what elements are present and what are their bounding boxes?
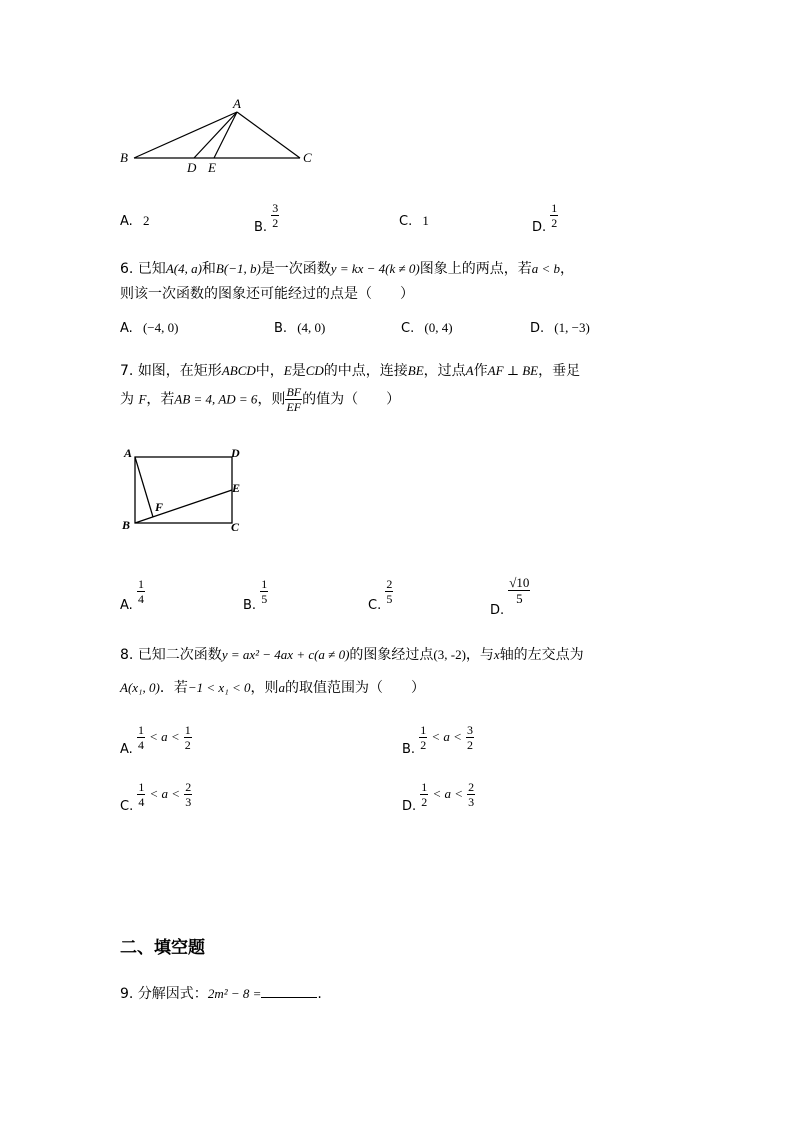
q6-number: 6.: [120, 261, 134, 277]
q6-text-1: 已知: [137, 261, 166, 277]
fraction-denominator: 5: [261, 592, 268, 606]
q7-text-3: 是: [291, 363, 306, 379]
q7-text-2: 中，: [255, 363, 284, 379]
q7-math-3: CD: [305, 363, 324, 378]
q7-fig-label-a: A: [124, 446, 133, 460]
q7-text-7: ，垂足: [538, 363, 581, 379]
q7-option-b-label: B.: [243, 598, 257, 613]
fraction-denominator: 2: [421, 795, 428, 809]
q6-option-b-value: (4, 0): [297, 320, 326, 335]
fraction-denominator: 2: [467, 738, 474, 752]
q9-number: 9.: [120, 986, 134, 1002]
q7-line2: [120, 386, 400, 413]
fraction-denominator: 5: [386, 592, 393, 606]
q7-option-b[interactable]: [243, 577, 268, 613]
q7-option-d-label: D.: [490, 603, 505, 618]
fraction-denominator: 2: [184, 738, 191, 752]
q7-text-6: 作: [473, 363, 488, 379]
fraction-denominator: EF: [286, 400, 302, 414]
q6-option-c-label: C.: [401, 321, 415, 336]
q5-option-a-label: A.: [120, 214, 133, 229]
fraction-numerator: 3: [467, 723, 474, 737]
q5-option-c[interactable]: [399, 213, 429, 229]
q7-text-9: ，若: [146, 391, 175, 408]
q7-math-6: AF ⊥ BE: [487, 363, 539, 378]
q7-math-1: ABCD: [221, 363, 256, 378]
fraction-denominator: 4: [137, 738, 144, 752]
q7-option-a[interactable]: [120, 577, 145, 613]
triangle-figure: [110, 96, 330, 186]
q7-fig-label-e: E: [232, 481, 241, 495]
fraction-denominator: 2: [551, 216, 558, 230]
q8-option-a-left-fraction: [137, 724, 145, 751]
q9-text: 分解因式：: [137, 986, 208, 1002]
q6-math-3: y = kx − 4(k ≠ 0): [330, 261, 420, 276]
q6-math-4: a < b: [531, 261, 560, 276]
q8-number: 8.: [120, 647, 134, 663]
q6-option-d-value: (1, −3): [554, 320, 590, 335]
q6-option-b[interactable]: [274, 320, 325, 336]
q7-ratio-fraction: [285, 386, 302, 413]
q8-option-c-label: C.: [120, 799, 134, 814]
section-title: 二、填空题: [120, 938, 205, 958]
fraction-numerator: BF: [286, 385, 302, 399]
q6-option-a-label: A.: [120, 321, 133, 336]
q8-text-7: 的取值范围为（ ）: [285, 680, 425, 696]
q8-option-d[interactable]: [402, 780, 475, 814]
fraction-numerator: 1: [137, 577, 144, 591]
fraction-numerator: 1: [137, 723, 144, 737]
fraction-numerator: 2: [386, 577, 393, 591]
q8-option-d-right-fraction: [467, 781, 475, 808]
q7-math-2: E: [283, 363, 292, 378]
q8-text-5: ．若: [159, 680, 188, 696]
q8-option-c-inequality: < a <: [149, 786, 181, 801]
fig1-label-e: E: [208, 160, 216, 175]
q8-math-6: a: [278, 680, 285, 695]
fraction-numerator: 1: [421, 780, 428, 794]
q6-text-5: ，: [560, 261, 574, 277]
q6-line1: [120, 258, 574, 278]
q6-option-a[interactable]: [120, 320, 178, 336]
q7-option-c-fraction: [385, 578, 393, 605]
q8-option-d-left-fraction: [420, 781, 428, 808]
fraction-denominator: 3: [185, 795, 192, 809]
q7-option-b-fraction: [260, 578, 268, 605]
q7-text-5: ，过点: [423, 363, 466, 379]
q8-option-b-label: B.: [402, 742, 416, 757]
q5-option-a-value: 2: [142, 213, 150, 228]
q8-math-2: (3, -2): [433, 647, 466, 662]
q7-fig-label-b: B: [122, 518, 131, 532]
fig1-label-b: B: [120, 150, 128, 165]
fig1-label-d: D: [187, 160, 197, 175]
fraction-numerator: 1: [551, 201, 558, 215]
fraction-numerator: 2: [185, 780, 192, 794]
q5-option-d-fraction: [550, 202, 558, 229]
q8-option-c[interactable]: [120, 780, 192, 814]
q8-option-d-inequality: < a <: [432, 786, 463, 801]
q8-option-d-label: D.: [402, 799, 417, 814]
q6-line2: 则该一次函数的图象还可能经过的点是（ ）: [120, 286, 414, 302]
q5-option-d-label: D.: [532, 220, 547, 235]
q8-line1: [120, 644, 584, 664]
q8-option-b-left-fraction: [419, 724, 427, 751]
q8-text-3: ，与: [465, 647, 494, 663]
q5-option-b[interactable]: [254, 201, 279, 235]
q5-option-c-value: 1: [422, 213, 429, 228]
q7-option-a-fraction: [137, 578, 145, 605]
q8-option-a-label: A.: [120, 742, 133, 757]
q8-math-1: y = ax² − 4ax + c(a ≠ 0): [221, 647, 350, 662]
fraction-denominator: 2: [420, 738, 427, 752]
q8-line2: [120, 677, 425, 697]
q7-text-4: 的中点，连接: [323, 363, 408, 379]
q8-option-a-inequality: < a <: [149, 729, 180, 744]
q6-math-1: A(4, a): [165, 261, 202, 276]
fraction-numerator: 3: [272, 201, 279, 215]
q8-option-b-right-fraction: [466, 724, 474, 751]
q5-option-d[interactable]: [532, 201, 558, 235]
q6-math-2: B(−1, b): [215, 261, 261, 276]
fraction-numerator: 1: [184, 723, 191, 737]
q7-text-1: 如图，在矩形: [137, 363, 222, 379]
fig1-label-c: C: [303, 150, 312, 165]
q7-math-8: AB = 4, AD = 6: [174, 391, 258, 407]
q8-option-b-inequality: < a <: [431, 729, 462, 744]
q7-option-d-fraction: [508, 576, 530, 605]
q7-math-4: BE: [407, 363, 424, 378]
q7-text-10: ，则: [257, 391, 286, 408]
q6-option-d[interactable]: [530, 320, 590, 336]
q6-text-4: 图象上的两点，若: [419, 261, 532, 277]
q7-option-d[interactable]: [490, 575, 530, 618]
fraction-numerator: 1: [261, 577, 268, 591]
q8-math-3: x: [493, 647, 500, 662]
q7-line1: [120, 360, 580, 380]
q7-fig-label-f: F: [155, 500, 164, 514]
q7-number: 7.: [120, 363, 134, 379]
fraction-numerator: 2: [468, 780, 475, 794]
q8-option-a-right-fraction: [184, 724, 192, 751]
q5-option-b-fraction: [271, 202, 279, 229]
q8-text-6: ，则: [250, 680, 279, 696]
q8-text-4: 轴的左交点为: [499, 647, 584, 663]
q5-option-c-label: C.: [399, 214, 413, 229]
q8-option-c-left-fraction: [137, 781, 145, 808]
q7-math-7: F: [138, 391, 147, 407]
fraction-numerator: 1: [138, 780, 145, 794]
q5-option-b-label: B.: [254, 220, 268, 235]
q7-option-c[interactable]: [368, 577, 393, 613]
q9-answer-blank[interactable]: [261, 985, 317, 998]
q8-math-4: A(x₁, 0): [120, 680, 160, 695]
q7-math-5: A: [465, 363, 474, 378]
q8-math-5: −1 < x₁ < 0: [187, 680, 251, 695]
q9-line: [120, 983, 322, 1003]
fig1-label-a: A: [233, 96, 241, 111]
fraction-numerator: √10: [509, 575, 530, 590]
q7-fig-label-d: D: [231, 446, 240, 460]
q9-expression: 2m² − 8 =: [207, 986, 262, 1001]
q7-option-c-label: C.: [368, 598, 382, 613]
fraction-denominator: 4: [138, 795, 145, 809]
q6-text-2: 和: [201, 261, 216, 277]
fraction-denominator: 3: [468, 795, 475, 809]
q8-option-b[interactable]: [402, 723, 474, 757]
q6-option-c[interactable]: [401, 320, 453, 336]
fraction-denominator: 2: [272, 216, 279, 230]
q5-option-a[interactable]: [120, 213, 149, 229]
q6-option-c-value: (0, 4): [424, 320, 453, 335]
q9-end: .: [317, 986, 322, 1002]
q6-option-d-label: D.: [530, 321, 545, 336]
q8-option-c-right-fraction: [184, 781, 192, 808]
q8-text-2: 的图象经过点: [349, 647, 434, 663]
q7-text-11: 的值为（ ）: [302, 391, 401, 408]
fraction-denominator: 5: [516, 591, 523, 606]
fraction-numerator: 1: [420, 723, 427, 737]
q8-text-1: 已知二次函数: [137, 647, 222, 663]
fraction-denominator: 4: [137, 592, 144, 606]
q7-option-a-label: A.: [120, 598, 133, 613]
q7-text-8: 为: [120, 391, 134, 408]
q7-fig-label-c: C: [231, 520, 240, 534]
q8-option-a[interactable]: [120, 723, 192, 757]
q6-text-3: 是一次函数: [260, 261, 331, 277]
q6-option-b-label: B.: [274, 321, 288, 336]
q6-option-a-value: (−4, 0): [142, 320, 179, 335]
